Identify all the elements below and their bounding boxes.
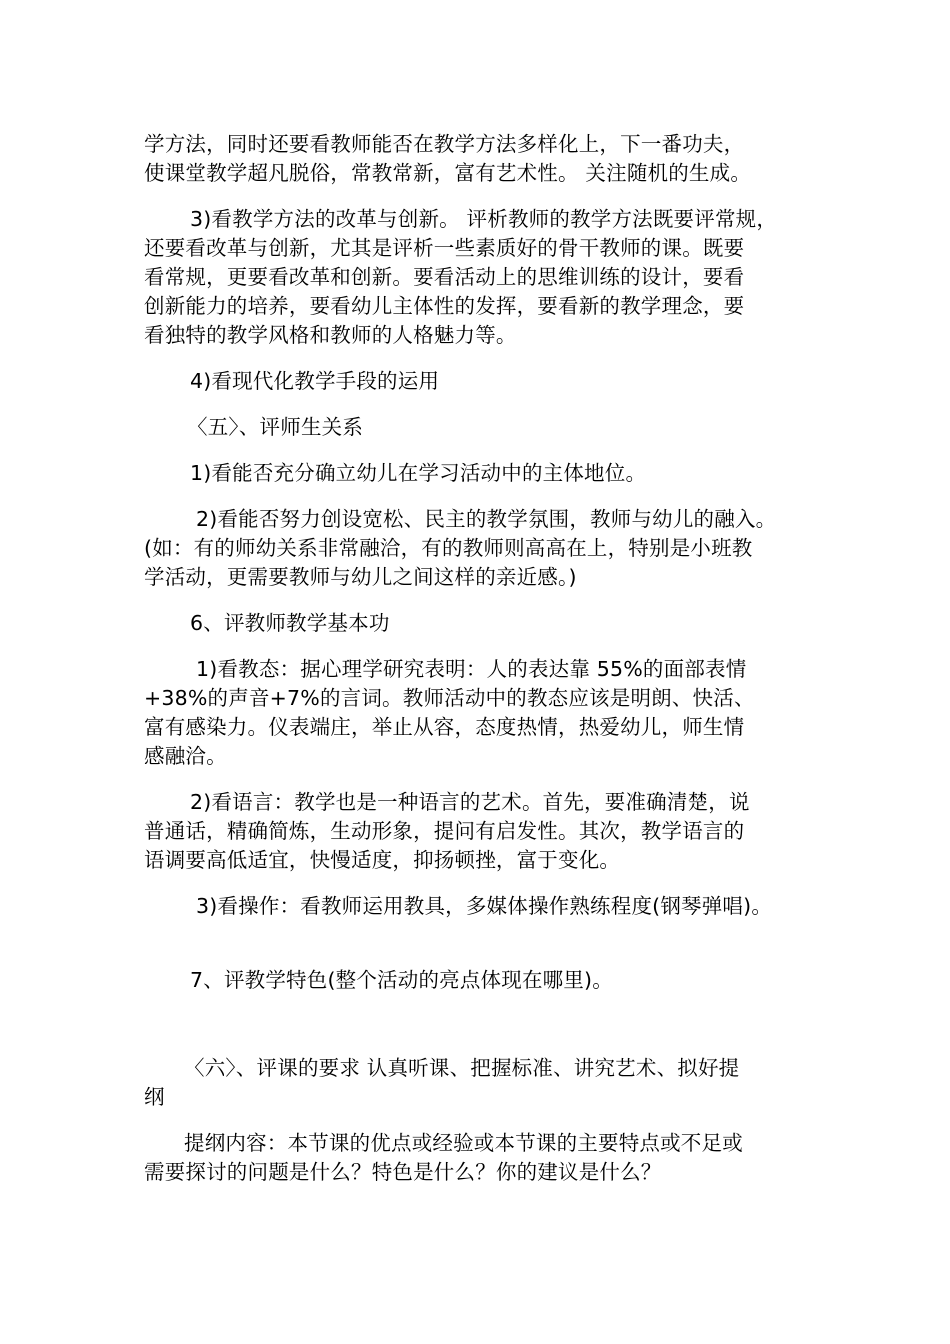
- text-line: 需要探讨的问题是什么？特色是什么？你的建议是什么？: [144, 1160, 662, 1184]
- text-line: 富有感染力。仪表端庄，举止从容，态度热情，热爱幼儿，师生情: [144, 715, 745, 739]
- text-line: 创新能力的培养，要看幼儿主体性的发挥，要看新的教学理念，要: [144, 294, 745, 318]
- text-line: 学活动，更需要教师与幼儿之间这样的亲近感。): [144, 565, 577, 589]
- text-line: 学方法，同时还要看教师能否在教学方法多样化上，下一番功夫，: [144, 132, 745, 156]
- text-line: 3)看教学方法的改革与创新。 评析教师的教学方法既要评常规，: [190, 207, 778, 231]
- text-line: 普通话，精确简炼，生动形象，提问有启发性。其次，教学语言的: [144, 819, 745, 843]
- text-line: 语调要高低适宜，快慢适度，抑扬顿挫，富于变化。: [144, 848, 621, 872]
- section-heading: 〈五〉、评师生关系: [187, 415, 364, 439]
- section-heading: 7、评教学特色(整个活动的亮点体现在哪里)。: [190, 968, 613, 992]
- text-line: 纲: [144, 1085, 165, 1109]
- text-line: 2)看语言：教学也是一种语言的艺术。首先，要准确清楚，说: [190, 790, 750, 814]
- text-line: 4)看现代化教学手段的运用: [190, 369, 440, 393]
- text-line: 提纲内容：本节课的优点或经验或本节课的主要特点或不足或: [184, 1131, 743, 1155]
- text-line: 看常规，更要看改革和创新。要看活动上的思维训练的设计，要看: [144, 265, 745, 289]
- text-line: 感融洽。: [144, 744, 227, 768]
- text-line: +38%的声音+7%的言词。教师活动中的教态应该是明朗、快活、: [144, 686, 755, 710]
- text-line: 3)看操作：看教师运用教具，多媒体操作熟练程度(钢琴弹唱)。: [196, 894, 773, 918]
- text-line: (如：有的师幼关系非常融洽，有的教师则高高在上，特别是小班教: [144, 536, 753, 560]
- text-line: 使课堂教学超凡脱俗，常教常新，富有艺术性。 关注随机的生成。: [144, 161, 752, 185]
- text-line: 1)看能否充分确立幼儿在学习活动中的主体地位。: [190, 461, 647, 485]
- text-line: 2)看能否努力创设宽松、民主的教学氛围，教师与幼儿的融入。: [196, 507, 777, 531]
- text-line: 看独特的教学风格和教师的人格魅力等。: [144, 323, 517, 347]
- text-line: 1)看教态：据心理学研究表明：人的表达靠 55%的面部表情: [196, 657, 747, 681]
- section-heading: 6、评教师教学基本功: [190, 611, 390, 635]
- text-line: 还要看改革与创新，尤其是评析一些素质好的骨干教师的课。既要: [144, 236, 745, 260]
- section-heading: 〈六〉、评课的要求 认真听课、把握标准、讲究艺术、拟好提: [184, 1056, 740, 1080]
